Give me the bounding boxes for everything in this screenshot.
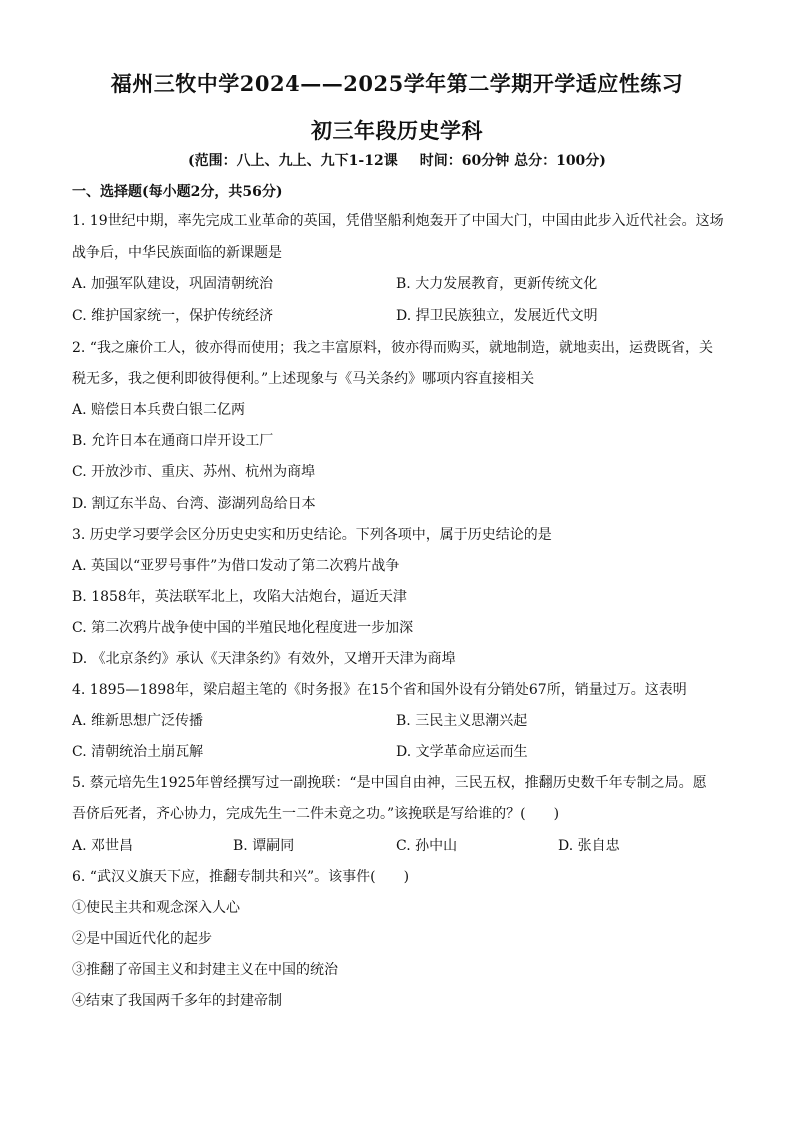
question-6-option-1: ①使民主共和观念深入人心: [72, 900, 240, 916]
question-2-option-a: A. 赔偿日本兵费白银二亿两: [72, 402, 246, 418]
question-2-option-b: B. 允许日本在通商口岸开设工厂: [72, 433, 274, 449]
question-3-option-c: C. 第二次鸦片战争使中国的半殖民地化程度进一步加深: [72, 620, 414, 636]
question-6-option-4: ④结束了我国两千多年的封建帝制: [72, 993, 282, 1009]
question-2-stem-line-1: 2. “我之廉价工人，彼亦得而使用；我之丰富原料，彼亦得而购买，就地制造，就地卖出，运费既省，关: [72, 340, 713, 356]
question-5-option-c: C. 孙中山: [396, 838, 458, 854]
question-4-option-a: A. 维新思想广泛传播: [72, 713, 204, 729]
question-3-stem-line-1: 3. 历史学习要学会区分历史史实和历史结论。下列各项中，属于历史结论的是: [72, 527, 552, 543]
question-2-option-d: D. 割辽东半岛、台湾、澎湖列岛给日本: [72, 496, 316, 512]
question-1-stem-line-2: 战争后，中华民族面临的新课题是: [72, 245, 282, 261]
question-3-option-d: D. 《北京条约》承认《天津条约》有效外，又增开天津为商埠: [72, 651, 456, 667]
question-2-option-c: C. 开放沙市、重庆、苏州、杭州为商埠: [72, 464, 316, 480]
question-5-option-d: D. 张自忠: [558, 838, 620, 854]
question-5-option-b: B. 谭嗣同: [233, 838, 295, 854]
question-4-stem-line-1: 4. 1895—1898年，梁启超主笔的《时务报》在15个省和国外设有分销处67所，销量过万。这表明: [72, 682, 687, 698]
section-heading: 一、选择题(每小题2分，共56分): [72, 184, 283, 200]
question-1-option-c: C. 维护国家统一，保护传统经济: [72, 308, 274, 324]
exam-scope: (范围：八上、九上、九下1-12课: [188, 153, 398, 169]
question-1-stem-line-1: 1. 19世纪中期，率先完成工业革命的英国，凭借坚船利炮轰开了中国大门，中国由此步入近代社会。这场: [72, 213, 724, 229]
question-2-stem-line-2: 税无多，我之便利即彼得便利。”上述现象与《马关条约》哪项内容直接相关: [72, 371, 535, 387]
question-5-stem-line-1: 5. 蔡元培先生1925年曾经撰写过一副挽联：“是中国自由神，三民五权，推翻历史数千年专制之局。愿: [72, 775, 707, 791]
exam-info: [0, 150, 794, 170]
question-1-option-b: B. 大力发展教育，更新传统文化: [396, 276, 598, 292]
question-6-option-2: ②是中国近代化的起步: [72, 931, 212, 947]
exam-time: 时间：60分钟: [419, 153, 510, 169]
question-3-option-b: B. 1858年，英法联军北上，攻陷大沽炮台，逼近天津: [72, 589, 407, 605]
question-1-option-a: A. 加强军队建设，巩固清朝统治: [72, 276, 274, 292]
question-1-option-d: D. 捍卫民族独立，发展近代文明: [396, 308, 598, 324]
question-6-stem-line-1: 6. “武汉义旗天下应，推翻专制共和兴”。该事件( ): [72, 869, 410, 885]
question-5-option-a: A. 邓世昌: [72, 838, 134, 854]
question-6-option-3: ③推翻了帝国主义和封建主义在中国的统治: [72, 962, 338, 978]
question-4-option-b: B. 三民主义思潮兴起: [396, 713, 528, 729]
question-4-option-c: C. 清朝统治土崩瓦解: [72, 744, 204, 760]
exam-title: 福州三牧中学2024——2025学年第二学期开学适应性练习: [110, 71, 684, 96]
question-4-option-d: D. 文学革命应运而生: [396, 744, 528, 760]
exam-subject: 初三年段历史学科: [311, 118, 483, 143]
exam-total: 总分：100分): [514, 153, 606, 169]
question-5-stem-line-2: 吾侪后死者，齐心协力，完成先生一二件未竟之功。”该挽联是写给谁的？( ): [72, 806, 560, 822]
question-3-option-a: A. 英国以“亚罗号事件”为借口发动了第二次鸦片战争: [72, 558, 400, 574]
